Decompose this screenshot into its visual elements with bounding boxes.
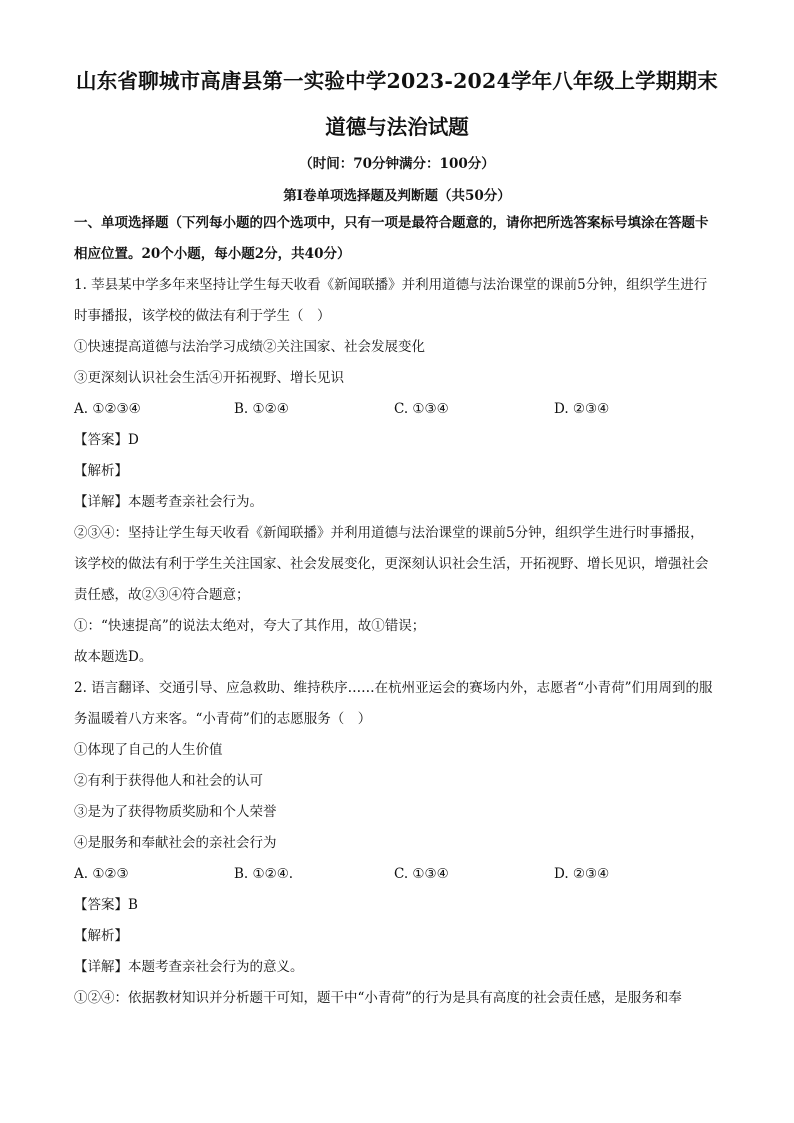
option-b: B. ①②④. bbox=[234, 866, 294, 882]
conclusion: 故本题选D。 bbox=[74, 649, 153, 665]
question-item: ②有利于获得他人和社会的认可 bbox=[74, 773, 263, 789]
document-body bbox=[74, 208, 714, 1014]
answer-label: 【答案】D bbox=[74, 432, 139, 448]
option-b: B. ①②④ bbox=[234, 401, 289, 417]
option-a: A. ①②③④ bbox=[74, 401, 141, 417]
part-instruction: 一、单项选择题（下列每小题的四个选项中，只有一项是最符合题意的，请你把所选答案标号填涂在答题卡相应位置。20个小题，每小题2分，共40分） bbox=[74, 215, 709, 262]
detail-label: 【详解】本题考查亲社会行为。 bbox=[74, 494, 263, 510]
question-items: ③更深刻认识社会生活④开拓视野、增长见识 bbox=[74, 370, 344, 386]
detail-label: 【详解】本题考查亲社会行为的意义。 bbox=[74, 959, 304, 975]
question-stem: 2. 语言翻译、交通引导、应急救助、维持秩序……在杭州亚运会的赛场内外，志愿者“小青荷”们用周到的服务温暖着八方来客。“小青荷”们的志愿服务（ ） bbox=[74, 680, 713, 727]
analysis-label: 【解析】 bbox=[74, 463, 128, 479]
exam-subject-title: 道德与法治试题 bbox=[325, 115, 469, 139]
question-item: ③是为了获得物质奖励和个人荣誉 bbox=[74, 804, 277, 820]
answer-options bbox=[74, 394, 714, 425]
option-d: D. ②③④ bbox=[554, 866, 610, 882]
option-d: D. ②③④ bbox=[554, 401, 610, 417]
explanation-paragraph: ②③④：坚持让学生每天收看《新闻联播》并利用道德与法治课堂的课前5分钟，组织学生进行时事播报，该学校的做法有利于学生关注国家、社会发展变化，更深刻认识社会生活，开拓视野、增长见识，增强社会责任感，故②③④符合题意； bbox=[74, 525, 709, 603]
question-item: ①体现了自己的人生价值 bbox=[74, 742, 223, 758]
question-stem: 1. 莘县某中学多年来坚持让学生每天收看《新闻联播》并利用道德与法治课堂的课前5分钟，组织学生进行时事播报，该学校的做法有利于学生（ ） bbox=[74, 277, 708, 324]
answer-options bbox=[74, 859, 714, 890]
option-a: A. ①②③ bbox=[74, 866, 129, 882]
answer-label: 【答案】B bbox=[74, 897, 138, 913]
question-2 bbox=[74, 673, 714, 1014]
exam-title: 山东省聊城市高唐县第一实验中学2023-2024学年八年级上学期期末 bbox=[76, 69, 718, 93]
section-heading: 第Ⅰ卷单项选择题及判断题（共50分） bbox=[283, 188, 511, 204]
question-items: ①快速提高道德与法治学习成绩②关注国家、社会发展变化 bbox=[74, 339, 425, 355]
explanation-paragraph: ①②④：依据教材知识并分析题干可知，题干中“小青荷”的行为是具有高度的社会责任感，是服务和奉 bbox=[74, 990, 682, 1006]
exam-time-info: （时间：70分钟满分：100分） bbox=[299, 156, 495, 172]
option-c: C. ①③④ bbox=[394, 401, 449, 417]
question-1 bbox=[74, 270, 714, 673]
explanation-paragraph: ①：“快速提高”的说法太绝对，夸大了其作用，故①错误； bbox=[74, 618, 426, 634]
option-c: C. ①③④ bbox=[394, 866, 449, 882]
analysis-label: 【解析】 bbox=[74, 928, 128, 944]
question-item: ④是服务和奉献社会的亲社会行为 bbox=[74, 835, 277, 851]
